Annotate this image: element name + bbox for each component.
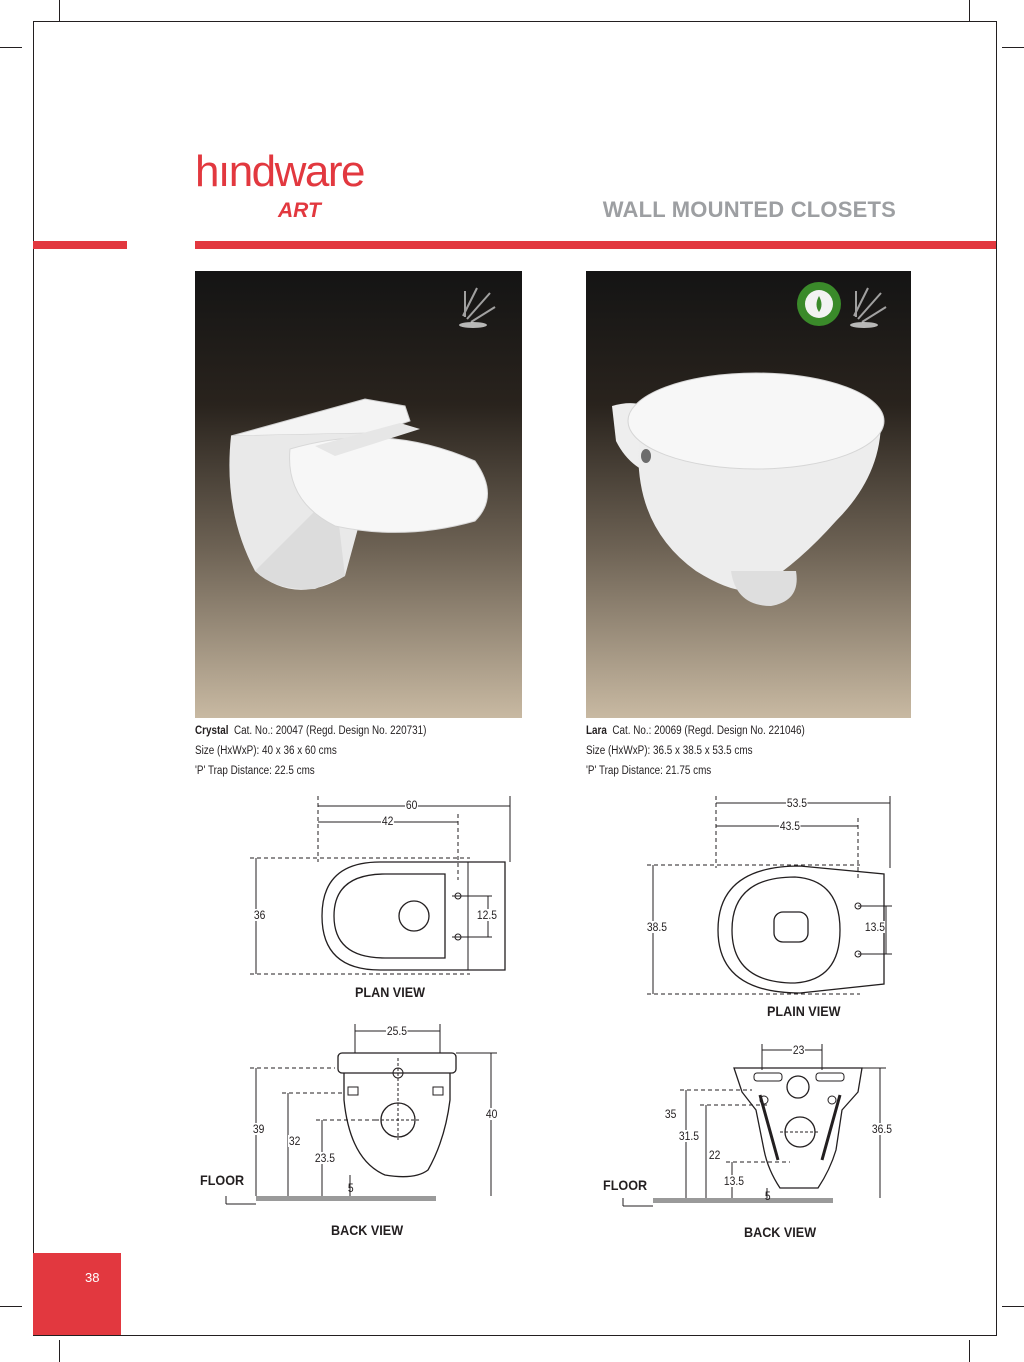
dim-label: 5 xyxy=(347,1181,354,1195)
product-size: Size (HxWxP): 36.5 x 38.5 x 53.5 cms xyxy=(586,745,753,757)
product-cat-no: Cat. No.: 20069 (Regd. Design No. 221046) xyxy=(612,725,805,737)
dim-label: 22 xyxy=(708,1148,721,1162)
product-trap: 'P' Trap Distance: 21.75 cms xyxy=(586,765,712,777)
dim-label: 60 xyxy=(405,798,418,812)
dim-label: 35 xyxy=(664,1107,677,1121)
back-view-lara xyxy=(623,1044,886,1206)
dim-label: 12.5 xyxy=(476,908,497,922)
dim-label: 32 xyxy=(288,1134,301,1148)
floor-label: FLOOR xyxy=(603,1177,648,1193)
product-cat-no: Cat. No.: 20047 (Regd. Design No. 220731) xyxy=(234,725,427,737)
plan-view-crystal xyxy=(250,796,510,974)
floor-line xyxy=(653,1198,833,1203)
brand-logo: hındware xyxy=(195,147,365,196)
back-view-caption: BACK VIEW xyxy=(331,1222,404,1238)
back-view-crystal xyxy=(226,1024,497,1204)
page-number: 38 xyxy=(85,1270,100,1285)
plan-view-lara xyxy=(647,796,892,994)
dim-label: 23 xyxy=(792,1043,805,1057)
product-name: Lara xyxy=(586,725,607,737)
dim-label: 53.5 xyxy=(786,796,807,810)
product-name: Crystal xyxy=(195,725,229,737)
page-number-box xyxy=(33,1253,121,1335)
product-size: Size (HxWxP): 40 x 36 x 60 cms xyxy=(195,745,337,757)
dim-label: 39 xyxy=(252,1122,265,1136)
dim-label: 43.5 xyxy=(779,819,800,833)
product-trap: 'P' Trap Distance: 22.5 cms xyxy=(195,765,315,777)
dim-label: 42 xyxy=(381,814,394,828)
dim-label: 40 xyxy=(485,1107,498,1121)
dim-label: 36 xyxy=(253,908,266,922)
dim-label: 13.5 xyxy=(723,1174,744,1188)
dim-label: 38.5 xyxy=(646,920,667,934)
plan-view-caption: PLAN VIEW xyxy=(355,984,426,1000)
brand-sub-logo: ART xyxy=(278,199,321,222)
dim-label: 31.5 xyxy=(678,1129,699,1143)
dim-label: 5 xyxy=(764,1189,771,1203)
plan-view-caption: PLAIN VIEW xyxy=(767,1003,841,1019)
dim-label: 25.5 xyxy=(386,1024,407,1038)
floor-label: FLOOR xyxy=(200,1172,245,1188)
dim-label: 36.5 xyxy=(871,1122,892,1136)
back-view-caption: BACK VIEW xyxy=(744,1224,817,1240)
floor-line xyxy=(256,1196,436,1201)
dim-label: 13.5 xyxy=(864,920,885,934)
dim-label: 23.5 xyxy=(314,1151,335,1165)
page-title: WALL MOUNTED CLOSETS xyxy=(602,197,896,222)
